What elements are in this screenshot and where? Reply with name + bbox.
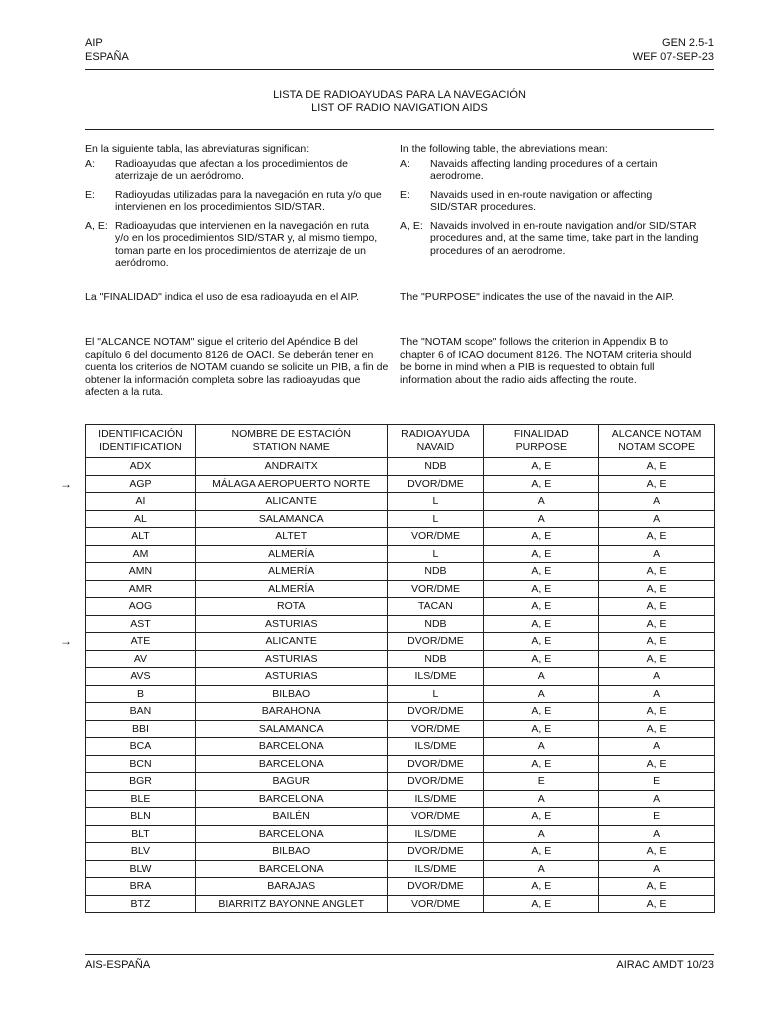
row-notam-scope: A, E: [599, 563, 715, 581]
col-header-es: FINALIDAD: [513, 428, 569, 440]
row-notam-scope: A: [599, 545, 715, 563]
row-identification: B: [86, 685, 196, 703]
table-row: [86, 493, 715, 511]
table-row: [86, 720, 715, 738]
abbr-item-es-e: [85, 189, 385, 214]
row-notam-scope: A, E: [599, 458, 715, 476]
row-purpose: E: [484, 773, 599, 791]
effective-date: WEF 07-SEP-23: [632, 51, 714, 63]
row-notam-scope: A, E: [599, 895, 715, 913]
abbr-key: A:: [85, 157, 95, 170]
row-navaid: DVOR/DME: [387, 878, 484, 896]
row-identification: AGP: [86, 475, 196, 493]
intro-es: [85, 143, 385, 270]
country-name: ESPAÑA: [85, 51, 129, 63]
row-purpose: A, E: [484, 878, 599, 896]
row-identification: BAN: [86, 703, 196, 721]
row-notam-scope: A: [599, 493, 715, 511]
intro-lead-en: In the following table, the abreviations mean:: [400, 143, 608, 155]
col-header-en: PURPOSE: [515, 441, 567, 453]
table-row: [86, 475, 715, 493]
row-navaid: NDB: [387, 615, 484, 633]
table-row: [86, 825, 715, 843]
footer-amendment: AIRAC AMDT 10/23: [616, 959, 714, 971]
row-identification: BCA: [86, 738, 196, 756]
row-identification: BLT: [86, 825, 196, 843]
row-station-name: SALAMANCA: [195, 510, 387, 528]
row-identification: AMR: [86, 580, 196, 598]
row-identification: BLW: [86, 860, 196, 878]
row-identification: AL: [86, 510, 196, 528]
row-navaid: DVOR/DME: [387, 633, 484, 651]
col-header-station-name: [195, 425, 387, 458]
row-identification: AST: [86, 615, 196, 633]
row-navaid: L: [387, 493, 484, 511]
row-navaid: VOR/DME: [387, 895, 484, 913]
row-navaid: DVOR/DME: [387, 703, 484, 721]
col-header-es: ALCANCE NOTAM: [611, 428, 702, 440]
table-row: [86, 563, 715, 581]
footer-divider: [85, 954, 714, 955]
change-marker-icon: →: [60, 476, 72, 491]
row-purpose: A: [484, 790, 599, 808]
row-identification: BTZ: [86, 895, 196, 913]
row-purpose: A, E: [484, 650, 599, 668]
row-navaid: NDB: [387, 458, 484, 476]
row-purpose: A: [484, 825, 599, 843]
abbr-text: Navaids affecting landing procedures of a certain aerodrome.: [430, 157, 658, 182]
row-notam-scope: A: [599, 825, 715, 843]
row-navaid: L: [387, 685, 484, 703]
row-navaid: L: [387, 510, 484, 528]
row-navaid: VOR/DME: [387, 580, 484, 598]
table-row: [86, 755, 715, 773]
row-navaid: DVOR/DME: [387, 773, 484, 791]
row-station-name: BARAHONA: [195, 703, 387, 721]
row-identification: ATE: [86, 633, 196, 651]
row-navaid: L: [387, 545, 484, 563]
col-header-es: RADIOAYUDA: [401, 428, 470, 440]
row-station-name: ASTURIAS: [195, 650, 387, 668]
col-header-es: IDENTIFICACIÓN: [98, 428, 183, 440]
abbr-item-es-ae: [85, 220, 385, 270]
row-identification: AI: [86, 493, 196, 511]
row-notam-scope: A, E: [599, 580, 715, 598]
row-identification: BGR: [86, 773, 196, 791]
abbr-text: Radioayudas que afectan a los procedimientos de aterrizaje de un aeródromo.: [115, 157, 348, 182]
row-purpose: A, E: [484, 615, 599, 633]
notam-note-es: El "ALCANCE NOTAM" sigue el criterio del Apéndice B del capítulo 6 del documento 8126 de OACI. Se deberán tener en cuenta los criterios de NOTAM cuando se solicite un PIB, a fin de obtener la información completa sobre las radioayudas que afecten a la ruta.: [85, 336, 389, 398]
row-station-name: BAGUR: [195, 773, 387, 791]
row-navaid: ILS/DME: [387, 668, 484, 686]
row-station-name: BILBAO: [195, 685, 387, 703]
row-notam-scope: A: [599, 738, 715, 756]
row-station-name: BARCELONA: [195, 738, 387, 756]
row-station-name: BARCELONA: [195, 825, 387, 843]
abbr-key: E:: [400, 188, 410, 201]
row-notam-scope: A: [599, 668, 715, 686]
change-marker-icon: →: [60, 634, 72, 649]
row-station-name: ALMERÍA: [195, 580, 387, 598]
col-header-purpose: [484, 425, 599, 458]
row-station-name: BARCELONA: [195, 790, 387, 808]
row-purpose: A, E: [484, 703, 599, 721]
abbr-key: A:: [400, 157, 410, 170]
abbr-item-en-a: [400, 158, 700, 183]
row-navaid: DVOR/DME: [387, 755, 484, 773]
row-purpose: A: [484, 493, 599, 511]
abbr-text: Navaids used in en-route navigation or affecting SID/STAR procedures.: [430, 188, 653, 213]
row-purpose: A: [484, 668, 599, 686]
col-header-en: NOTAM SCOPE: [618, 441, 695, 453]
col-header-notam-scope: [599, 425, 715, 458]
row-notam-scope: A: [599, 790, 715, 808]
row-identification: AMN: [86, 563, 196, 581]
row-notam-scope: A, E: [599, 633, 715, 651]
row-navaid: ILS/DME: [387, 738, 484, 756]
col-header-en: STATION NAME: [252, 441, 330, 453]
table-row: [86, 808, 715, 826]
abbr-text: Navaids involved in en-route navigation and/or SID/STAR procedures and, at the same time, take part in the landing procedures of an aerodrome.: [430, 219, 699, 257]
row-navaid: VOR/DME: [387, 720, 484, 738]
abbr-key: E:: [85, 188, 95, 201]
notam-note-en: The "NOTAM scope" follows the criterion in Appendix B to chapter 6 of ICAO document 8126. The NOTAM criteria should be borne in mind when a PIB is requested to obtain full information about the radio aids affecting the route.: [400, 336, 692, 386]
row-identification: ALT: [86, 528, 196, 546]
row-navaid: NDB: [387, 563, 484, 581]
row-station-name: ALICANTE: [195, 493, 387, 511]
table-row: [86, 650, 715, 668]
row-purpose: A: [484, 685, 599, 703]
row-purpose: A, E: [484, 720, 599, 738]
page-title-es: LISTA DE RADIOAYUDAS PARA LA NAVEGACIÓN: [273, 89, 526, 101]
row-station-name: ANDRAITX: [195, 458, 387, 476]
col-header-es: NOMBRE DE ESTACIÓN: [231, 428, 351, 440]
table-row: [86, 738, 715, 756]
row-notam-scope: A, E: [599, 475, 715, 493]
row-station-name: BARCELONA: [195, 860, 387, 878]
row-station-name: BARAJAS: [195, 878, 387, 896]
row-station-name: ALICANTE: [195, 633, 387, 651]
header-right: [633, 36, 714, 64]
row-identification: ADX: [86, 458, 196, 476]
table-row: [86, 615, 715, 633]
row-station-name: BARCELONA: [195, 755, 387, 773]
row-notam-scope: E: [599, 773, 715, 791]
row-purpose: A, E: [484, 580, 599, 598]
row-identification: AV: [86, 650, 196, 668]
table-row: [86, 878, 715, 896]
page-title-en: LIST OF RADIO NAVIGATION AIDS: [311, 102, 488, 114]
intro-lead-es: En la siguiente tabla, las abreviaturas significan:: [85, 143, 310, 155]
document-name: AIP: [85, 37, 103, 49]
table-row: [86, 685, 715, 703]
table-body: [86, 458, 715, 913]
col-header-navaid: [387, 425, 484, 458]
abbr-key: A, E:: [400, 219, 423, 232]
row-navaid: VOR/DME: [387, 528, 484, 546]
row-navaid: NDB: [387, 650, 484, 668]
row-notam-scope: A, E: [599, 720, 715, 738]
row-identification: BBI: [86, 720, 196, 738]
row-purpose: A, E: [484, 563, 599, 581]
row-station-name: ASTURIAS: [195, 668, 387, 686]
abbr-text: Radioyudas utilizadas para la navegación en ruta y/o que intervienen en los procedimientos SID/STAR.: [115, 188, 382, 213]
row-purpose: A, E: [484, 528, 599, 546]
col-header-identification: [86, 425, 196, 458]
table-row: [86, 860, 715, 878]
row-purpose: A: [484, 860, 599, 878]
row-notam-scope: A, E: [599, 528, 715, 546]
row-notam-scope: E: [599, 808, 715, 826]
purpose-note-es: La "FINALIDAD" indica el uso de esa radioayuda en el AIP.: [85, 291, 360, 303]
table-row: [86, 703, 715, 721]
table-row: [86, 598, 715, 616]
row-station-name: BILBAO: [195, 843, 387, 861]
row-identification: BLV: [86, 843, 196, 861]
row-notam-scope: A, E: [599, 878, 715, 896]
table-row: [86, 545, 715, 563]
col-header-en: NAVAID: [416, 441, 455, 453]
footer-publisher: AIS-ESPAÑA: [85, 959, 151, 971]
row-notam-scope: A: [599, 685, 715, 703]
row-identification: AOG: [86, 598, 196, 616]
row-purpose: A, E: [484, 808, 599, 826]
row-station-name: ASTURIAS: [195, 615, 387, 633]
row-navaid: VOR/DME: [387, 808, 484, 826]
row-purpose: A: [484, 510, 599, 528]
abbr-item-es-a: [85, 158, 385, 183]
row-purpose: A, E: [484, 895, 599, 913]
row-navaid: TACAN: [387, 598, 484, 616]
intro-en: [400, 143, 700, 257]
table-row: [86, 773, 715, 791]
row-purpose: A: [484, 738, 599, 756]
row-notam-scope: A: [599, 860, 715, 878]
row-purpose: A, E: [484, 545, 599, 563]
row-identification: AM: [86, 545, 196, 563]
table-row: [86, 580, 715, 598]
row-identification: BLN: [86, 808, 196, 826]
row-station-name: BAILÉN: [195, 808, 387, 826]
row-purpose: A, E: [484, 598, 599, 616]
row-station-name: ROTA: [195, 598, 387, 616]
table-row: [86, 528, 715, 546]
table-row: [86, 633, 715, 651]
row-station-name: ALTET: [195, 528, 387, 546]
row-purpose: A, E: [484, 843, 599, 861]
row-station-name: ALMERÍA: [195, 563, 387, 581]
table-row: [86, 458, 715, 476]
row-navaid: DVOR/DME: [387, 843, 484, 861]
row-station-name: MÁLAGA AEROPUERTO NORTE: [195, 475, 387, 493]
purpose-note-en: The "PURPOSE" indicates the use of the navaid in the AIP.: [400, 291, 675, 303]
col-header-en: IDENTIFICATION: [99, 441, 182, 453]
row-notam-scope: A, E: [599, 650, 715, 668]
row-identification: BCN: [86, 755, 196, 773]
table-row: [86, 510, 715, 528]
abbr-key: A, E:: [85, 219, 108, 232]
row-station-name: SALAMANCA: [195, 720, 387, 738]
row-navaid: ILS/DME: [387, 860, 484, 878]
table-row: [86, 790, 715, 808]
table-row: [86, 843, 715, 861]
row-station-name: ALMERÍA: [195, 545, 387, 563]
row-notam-scope: A, E: [599, 615, 715, 633]
row-identification: BLE: [86, 790, 196, 808]
header-divider: [85, 69, 714, 70]
row-notam-scope: A, E: [599, 598, 715, 616]
header-left: [85, 36, 129, 64]
table-row: [86, 895, 715, 913]
row-purpose: A, E: [484, 458, 599, 476]
row-purpose: A, E: [484, 633, 599, 651]
row-purpose: A, E: [484, 475, 599, 493]
row-notam-scope: A, E: [599, 843, 715, 861]
row-identification: BRA: [86, 878, 196, 896]
abbr-item-en-ae: [400, 220, 700, 258]
title-divider: [85, 129, 714, 130]
radio-aids-table: [85, 424, 715, 913]
page-title: [85, 89, 714, 115]
table-row: [86, 668, 715, 686]
abbr-text: Radioayudas que intervienen en la navegación en ruta y/o en los procedimientos SID/STAR y, al mismo tiempo, toman parte en los procedimientos de aterrizaje de un aeródromo.: [115, 219, 378, 269]
abbr-item-en-e: [400, 189, 700, 214]
row-notam-scope: A, E: [599, 755, 715, 773]
row-navaid: ILS/DME: [387, 825, 484, 843]
row-navaid: ILS/DME: [387, 790, 484, 808]
row-navaid: DVOR/DME: [387, 475, 484, 493]
row-identification: AVS: [86, 668, 196, 686]
row-station-name: BIARRITZ BAYONNE ANGLET: [195, 895, 387, 913]
page-number: GEN 2.5-1: [662, 37, 714, 49]
row-notam-scope: A, E: [599, 703, 715, 721]
row-notam-scope: A: [599, 510, 715, 528]
row-purpose: A, E: [484, 755, 599, 773]
table-header-row: [86, 425, 715, 458]
